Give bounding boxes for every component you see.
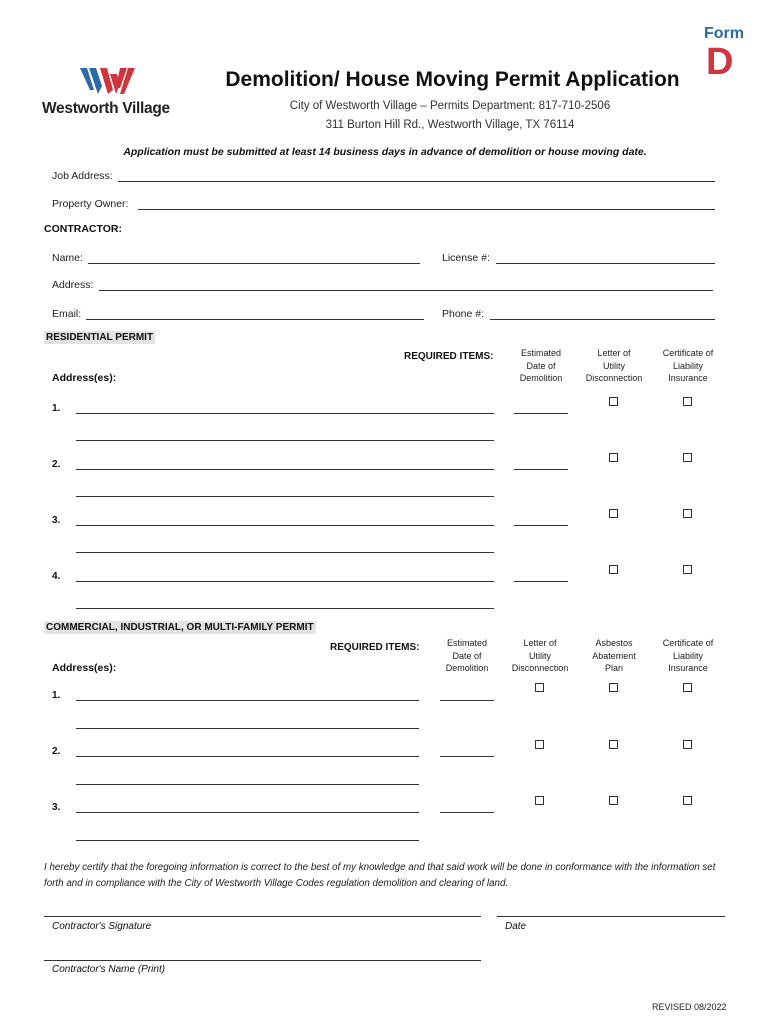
com-row-number: 2. [52,746,61,757]
col-text: Disconnection [585,373,643,383]
date-field[interactable] [497,916,725,917]
res-address-line[interactable] [76,525,494,526]
com-utility-checkbox[interactable] [535,683,544,692]
com-address-line[interactable] [76,840,419,841]
property-owner-label: Property Owner: [52,198,129,210]
com-utility-checkbox[interactable] [535,796,544,805]
com-address-line[interactable] [76,700,419,701]
col-text: Letter of [523,638,557,648]
com-col-asbestos [578,637,650,675]
residential-addresses-label: Address(es): [52,372,117,384]
col-text: Liability [672,360,703,371]
res-utility-checkbox[interactable] [609,397,618,406]
page-title: Demolition/ House Moving Permit Application [225,68,680,91]
res-row-number: 4. [52,571,61,582]
col-text: Demolition [519,373,563,383]
com-address-line[interactable] [76,784,419,785]
job-address-label: Job Address: [52,170,113,182]
contractor-heading: CONTRACTOR: [44,223,122,235]
commercial-addresses-label: Address(es): [52,662,117,674]
res-row-number: 3. [52,515,61,526]
col-text: Demolition [445,663,489,673]
com-address-line[interactable] [76,812,419,813]
col-text: Disconnection [511,663,569,673]
address-line: 311 Burton Hill Rd., Westworth Village, TX 76114 [325,119,575,131]
res-insurance-checkbox[interactable] [683,565,692,574]
license-field[interactable] [496,263,715,264]
res-address-line[interactable] [76,440,494,441]
form-badge-word: Form [704,25,744,42]
westworth-logo-mark-icon [80,66,140,96]
res-address-line[interactable] [76,413,494,414]
res-address-line[interactable] [76,552,494,553]
com-asbestos-checkbox[interactable] [609,740,618,749]
date-label: Date [505,921,527,932]
res-date-field[interactable] [514,413,568,414]
com-insurance-checkbox[interactable] [683,683,692,692]
com-row-number: 3. [52,802,61,813]
email-field[interactable] [86,319,424,320]
commercial-required-items: REQUIRED ITEMS: [330,642,420,653]
res-col-insurance [652,347,724,385]
com-asbestos-checkbox[interactable] [609,796,618,805]
res-utility-checkbox[interactable] [609,453,618,462]
res-address-line[interactable] [76,496,494,497]
com-insurance-checkbox[interactable] [683,796,692,805]
dept-line: City of Westworth Village – Permits Department: 817-710-2506 [289,100,611,112]
res-row-number: 1. [52,403,61,414]
res-insurance-checkbox[interactable] [683,453,692,462]
property-owner-field[interactable] [138,209,715,210]
com-date-field[interactable] [440,812,494,813]
res-utility-checkbox[interactable] [609,565,618,574]
com-row-number: 1. [52,690,61,701]
contractor-name-field[interactable] [44,960,481,961]
col-text: Abatement [592,650,636,661]
res-insurance-checkbox[interactable] [683,397,692,406]
contractor-name-label: Contractor's Name (Print) [52,964,166,975]
col-text: Estimated [446,638,488,648]
res-date-field[interactable] [514,469,568,470]
contractor-signature-label: Contractor's Signature [52,921,152,932]
col-text: Date of [526,360,556,371]
col-text: Insurance [668,373,708,383]
com-date-field[interactable] [440,756,494,757]
logo-text: Westworth Village [42,100,170,117]
com-insurance-checkbox[interactable] [683,740,692,749]
col-text: Certificate of [662,348,714,358]
form-badge-letter: D [706,41,734,83]
col-text: Date of [452,650,482,661]
certification-text: I hereby certify that the foregoing information is correct to the best of my knowledge and that said work will be done in conformance with the information set forth and in compliance with the City of Westworth Village Codes regulation demolition and clearing of land. [44,862,716,889]
col-text: Insurance [668,663,708,673]
col-text: Utility [603,360,625,371]
res-col-est-date [506,347,576,385]
res-date-field[interactable] [514,581,568,582]
res-col-utility [578,347,650,385]
revised-date: REVISED 08/2022 [652,1002,727,1012]
com-col-insurance [652,637,724,675]
residential-required-items: REQUIRED ITEMS: [404,351,494,362]
com-date-field[interactable] [440,700,494,701]
name-field[interactable] [88,263,420,264]
col-text: Asbestos [595,638,633,648]
com-col-utility [504,637,576,675]
contractor-signature-field[interactable] [44,916,481,917]
com-address-line[interactable] [76,728,419,729]
residential-title: RESIDENTIAL PERMIT [46,332,154,343]
col-text: Plan [604,663,623,673]
commercial-title: COMMERCIAL, INDUSTRIAL, OR MULTI-FAMILY PERMIT [46,622,314,633]
res-date-field[interactable] [514,525,568,526]
com-address-line[interactable] [76,756,419,757]
col-text: Utility [529,650,551,661]
com-col-est-date [432,637,502,675]
col-text: Letter of [597,348,631,358]
email-label: Email: [52,308,82,320]
logo [42,64,177,120]
col-text: Estimated [520,348,562,358]
col-text: Liability [672,650,703,661]
phone-field[interactable] [490,319,715,320]
contractor-address-field[interactable] [99,290,713,291]
res-utility-checkbox[interactable] [609,509,618,518]
res-row-number: 2. [52,459,61,470]
res-address-line[interactable] [76,581,494,582]
notice: Application must be submitted at least 14 business days in advance of demolition or house moving date. [123,146,647,158]
com-utility-checkbox[interactable] [535,740,544,749]
name-label: Name: [52,252,83,264]
job-address-field[interactable] [118,181,715,182]
license-label: License #: [442,252,490,264]
res-insurance-checkbox[interactable] [683,509,692,518]
com-asbestos-checkbox[interactable] [609,683,618,692]
contractor-address-label: Address: [52,279,94,291]
col-text: Certificate of [662,638,714,648]
res-address-line[interactable] [76,469,494,470]
res-address-line[interactable] [76,608,494,609]
phone-label: Phone #: [442,308,485,320]
